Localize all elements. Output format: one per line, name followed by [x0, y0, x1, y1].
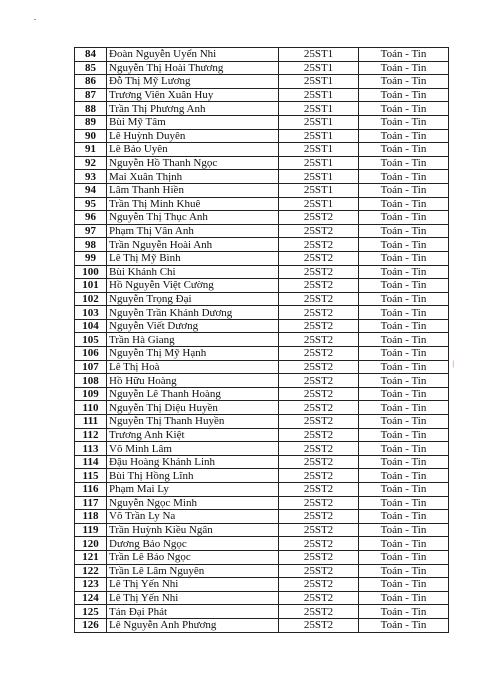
major-name: Toán - Tin — [359, 442, 449, 456]
student-name: Lê Thị Yến Nhi — [107, 578, 279, 592]
student-name: Trần Lê Lâm Nguyên — [107, 564, 279, 578]
roster-body — [75, 48, 449, 633]
major-name: Toán - Tin — [359, 578, 449, 592]
major-name: Toán - Tin — [359, 496, 449, 510]
table-row — [75, 510, 449, 524]
major-name: Toán - Tin — [359, 238, 449, 252]
class-code: 25ST1 — [279, 197, 359, 211]
row-number: 102 — [75, 292, 107, 306]
row-number: 84 — [75, 48, 107, 62]
student-name: Trương Viên Xuân Huy — [107, 88, 279, 102]
table-row — [75, 61, 449, 75]
class-code: 25ST2 — [279, 496, 359, 510]
class-code: 25ST2 — [279, 415, 359, 429]
table-row — [75, 550, 449, 564]
major-name: Toán - Tin — [359, 415, 449, 429]
row-number: 100 — [75, 265, 107, 279]
student-name: Lê Thị Yến Nhi — [107, 591, 279, 605]
class-code: 25ST2 — [279, 279, 359, 293]
table-row — [75, 523, 449, 537]
major-name: Toán - Tin — [359, 510, 449, 524]
student-name: Nguyễn Trần Khánh Dương — [107, 306, 279, 320]
major-name: Toán - Tin — [359, 211, 449, 225]
table-row — [75, 442, 449, 456]
table-row — [75, 537, 449, 551]
table-row — [75, 211, 449, 225]
student-name: Lâm Thanh Hiền — [107, 183, 279, 197]
class-code: 25ST2 — [279, 510, 359, 524]
student-name: Bùi Thị Hồng Lĩnh — [107, 469, 279, 483]
major-name: Toán - Tin — [359, 401, 449, 415]
class-code: 25ST1 — [279, 48, 359, 62]
table-row — [75, 483, 449, 497]
student-name: Tán Đại Phát — [107, 605, 279, 619]
student-name: Nguyễn Thị Hoài Thương — [107, 61, 279, 75]
class-code: 25ST1 — [279, 102, 359, 116]
class-code: 25ST2 — [279, 211, 359, 225]
class-code: 25ST1 — [279, 88, 359, 102]
table-row — [75, 265, 449, 279]
major-name: Toán - Tin — [359, 387, 449, 401]
major-name: Toán - Tin — [359, 197, 449, 211]
row-number: 115 — [75, 469, 107, 483]
row-number: 90 — [75, 129, 107, 143]
major-name: Toán - Tin — [359, 523, 449, 537]
class-code: 25ST2 — [279, 578, 359, 592]
student-name: Nguyễn Trọng Đại — [107, 292, 279, 306]
class-code: 25ST1 — [279, 170, 359, 184]
class-code: 25ST2 — [279, 374, 359, 388]
table-row — [75, 564, 449, 578]
table-row — [75, 102, 449, 116]
student-name: Lê Thị Hoà — [107, 360, 279, 374]
class-code: 25ST1 — [279, 183, 359, 197]
row-number: 98 — [75, 238, 107, 252]
student-name: Trương Anh Kiệt — [107, 428, 279, 442]
student-name: Võ Trần Ly Na — [107, 510, 279, 524]
table-row — [75, 48, 449, 62]
class-code: 25ST1 — [279, 156, 359, 170]
row-number: 87 — [75, 88, 107, 102]
row-number: 119 — [75, 523, 107, 537]
table-row — [75, 415, 449, 429]
class-code: 25ST2 — [279, 319, 359, 333]
student-name: Phạm Thị Vân Anh — [107, 224, 279, 238]
class-code: 25ST2 — [279, 605, 359, 619]
student-name: Trần Hà Giang — [107, 333, 279, 347]
major-name: Toán - Tin — [359, 360, 449, 374]
student-name: Lê Thị Mỹ Bình — [107, 251, 279, 265]
row-number: 122 — [75, 564, 107, 578]
row-number: 116 — [75, 483, 107, 497]
student-name: Nguyễn Lê Thanh Hoàng — [107, 387, 279, 401]
row-number: 85 — [75, 61, 107, 75]
major-name: Toán - Tin — [359, 170, 449, 184]
row-number: 123 — [75, 578, 107, 592]
class-code: 25ST2 — [279, 265, 359, 279]
table-row — [75, 197, 449, 211]
table-row — [75, 306, 449, 320]
row-number: 86 — [75, 75, 107, 89]
major-name: Toán - Tin — [359, 75, 449, 89]
class-code: 25ST2 — [279, 537, 359, 551]
class-code: 25ST2 — [279, 306, 359, 320]
major-name: Toán - Tin — [359, 455, 449, 469]
table-row — [75, 183, 449, 197]
class-code: 25ST2 — [279, 238, 359, 252]
row-number: 111 — [75, 415, 107, 429]
table-row — [75, 428, 449, 442]
table-row — [75, 88, 449, 102]
class-code: 25ST2 — [279, 550, 359, 564]
student-name: Trần Thị Minh Khuê — [107, 197, 279, 211]
student-name: Dương Bảo Ngọc — [107, 537, 279, 551]
class-code: 25ST1 — [279, 115, 359, 129]
student-name: Đoàn Nguyễn Uyển Nhi — [107, 48, 279, 62]
row-number: 108 — [75, 374, 107, 388]
major-name: Toán - Tin — [359, 591, 449, 605]
class-code: 25ST2 — [279, 360, 359, 374]
student-name: Nguyễn Thị Mỹ Hạnh — [107, 347, 279, 361]
class-code: 25ST2 — [279, 469, 359, 483]
student-name: Trần Nguyễn Hoài Anh — [107, 238, 279, 252]
table-row — [75, 115, 449, 129]
class-code: 25ST2 — [279, 523, 359, 537]
row-number: 101 — [75, 279, 107, 293]
student-name: Nguyễn Viết Dương — [107, 319, 279, 333]
row-number: 88 — [75, 102, 107, 116]
row-number: 96 — [75, 211, 107, 225]
row-number: 106 — [75, 347, 107, 361]
major-name: Toán - Tin — [359, 265, 449, 279]
class-code: 25ST2 — [279, 442, 359, 456]
table-row — [75, 292, 449, 306]
student-name: Nguyễn Ngọc Minh — [107, 496, 279, 510]
student-name: Mai Xuân Thịnh — [107, 170, 279, 184]
table-row — [75, 374, 449, 388]
major-name: Toán - Tin — [359, 618, 449, 632]
major-name: Toán - Tin — [359, 605, 449, 619]
row-number: 92 — [75, 156, 107, 170]
class-code: 25ST2 — [279, 483, 359, 497]
margin-stamp: — — [449, 360, 458, 368]
row-number: 110 — [75, 401, 107, 415]
table-row — [75, 347, 449, 361]
student-name: Nguyễn Thị Diệu Huyền — [107, 401, 279, 415]
table-row — [75, 279, 449, 293]
student-name: Đỗ Thị Mỹ Lương — [107, 75, 279, 89]
student-name: Lê Nguyễn Anh Phương — [107, 618, 279, 632]
row-number: 105 — [75, 333, 107, 347]
row-number: 114 — [75, 455, 107, 469]
row-number: 107 — [75, 360, 107, 374]
class-code: 25ST2 — [279, 387, 359, 401]
class-code: 25ST2 — [279, 591, 359, 605]
table-row — [75, 578, 449, 592]
major-name: Toán - Tin — [359, 183, 449, 197]
table-row — [75, 143, 449, 157]
row-number: 94 — [75, 183, 107, 197]
major-name: Toán - Tin — [359, 115, 449, 129]
table-row — [75, 156, 449, 170]
row-number: 125 — [75, 605, 107, 619]
class-code: 25ST1 — [279, 75, 359, 89]
student-name: Nguyễn Thị Thanh Huyền — [107, 415, 279, 429]
table-row — [75, 401, 449, 415]
class-code: 25ST1 — [279, 61, 359, 75]
student-roster-table — [74, 47, 449, 633]
table-row — [75, 469, 449, 483]
major-name: Toán - Tin — [359, 306, 449, 320]
table-row — [75, 129, 449, 143]
major-name: Toán - Tin — [359, 537, 449, 551]
row-number: 104 — [75, 319, 107, 333]
major-name: Toán - Tin — [359, 550, 449, 564]
class-code: 25ST2 — [279, 401, 359, 415]
table-row — [75, 387, 449, 401]
major-name: Toán - Tin — [359, 129, 449, 143]
row-number: 112 — [75, 428, 107, 442]
major-name: Toán - Tin — [359, 251, 449, 265]
row-number: 95 — [75, 197, 107, 211]
class-code: 25ST2 — [279, 564, 359, 578]
row-number: 97 — [75, 224, 107, 238]
major-name: Toán - Tin — [359, 319, 449, 333]
major-name: Toán - Tin — [359, 224, 449, 238]
table-row — [75, 75, 449, 89]
student-name: Nguyễn Hồ Thanh Ngọc — [107, 156, 279, 170]
major-name: Toán - Tin — [359, 88, 449, 102]
student-name: Võ Minh Lâm — [107, 442, 279, 456]
class-code: 25ST1 — [279, 143, 359, 157]
row-number: 126 — [75, 618, 107, 632]
row-number: 103 — [75, 306, 107, 320]
row-number: 89 — [75, 115, 107, 129]
student-name: Trần Huỳnh Kiều Ngân — [107, 523, 279, 537]
major-name: Toán - Tin — [359, 48, 449, 62]
table-row — [75, 251, 449, 265]
table-row — [75, 591, 449, 605]
major-name: Toán - Tin — [359, 156, 449, 170]
major-name: Toán - Tin — [359, 61, 449, 75]
row-number: 118 — [75, 510, 107, 524]
class-code: 25ST2 — [279, 347, 359, 361]
table-row — [75, 224, 449, 238]
student-name: Bùi Mỹ Tâm — [107, 115, 279, 129]
major-name: Toán - Tin — [359, 374, 449, 388]
row-number: 117 — [75, 496, 107, 510]
student-name: Phạm Mai Ly — [107, 483, 279, 497]
major-name: Toán - Tin — [359, 469, 449, 483]
class-code: 25ST2 — [279, 251, 359, 265]
table-row — [75, 333, 449, 347]
row-number: 91 — [75, 143, 107, 157]
major-name: Toán - Tin — [359, 102, 449, 116]
table-row — [75, 170, 449, 184]
table-row — [75, 618, 449, 632]
row-number: 93 — [75, 170, 107, 184]
class-code: 25ST2 — [279, 224, 359, 238]
major-name: Toán - Tin — [359, 347, 449, 361]
class-code: 25ST2 — [279, 455, 359, 469]
class-code: 25ST2 — [279, 428, 359, 442]
student-name: Đậu Hoàng Khánh Linh — [107, 455, 279, 469]
major-name: Toán - Tin — [359, 564, 449, 578]
class-code: 25ST2 — [279, 333, 359, 347]
major-name: Toán - Tin — [359, 143, 449, 157]
scan-speck — [34, 19, 36, 20]
table-row — [75, 496, 449, 510]
row-number: 99 — [75, 251, 107, 265]
major-name: Toán - Tin — [359, 333, 449, 347]
student-name: Trần Lê Bảo Ngọc — [107, 550, 279, 564]
row-number: 109 — [75, 387, 107, 401]
class-code: 25ST2 — [279, 292, 359, 306]
table-row — [75, 238, 449, 252]
row-number: 121 — [75, 550, 107, 564]
table-row — [75, 360, 449, 374]
row-number: 124 — [75, 591, 107, 605]
table-row — [75, 319, 449, 333]
student-name: Hồ Hữu Hoàng — [107, 374, 279, 388]
student-name: Lê Bảo Uyên — [107, 143, 279, 157]
table-row — [75, 455, 449, 469]
class-code: 25ST1 — [279, 129, 359, 143]
student-name: Hồ Nguyễn Việt Cường — [107, 279, 279, 293]
student-name: Bùi Khánh Chi — [107, 265, 279, 279]
major-name: Toán - Tin — [359, 279, 449, 293]
major-name: Toán - Tin — [359, 292, 449, 306]
major-name: Toán - Tin — [359, 483, 449, 497]
row-number: 113 — [75, 442, 107, 456]
row-number: 120 — [75, 537, 107, 551]
student-name: Nguyễn Thị Thục Anh — [107, 211, 279, 225]
table-row — [75, 605, 449, 619]
student-name: Trần Thị Phương Anh — [107, 102, 279, 116]
student-name: Lê Huỳnh Duyên — [107, 129, 279, 143]
class-code: 25ST2 — [279, 618, 359, 632]
major-name: Toán - Tin — [359, 428, 449, 442]
